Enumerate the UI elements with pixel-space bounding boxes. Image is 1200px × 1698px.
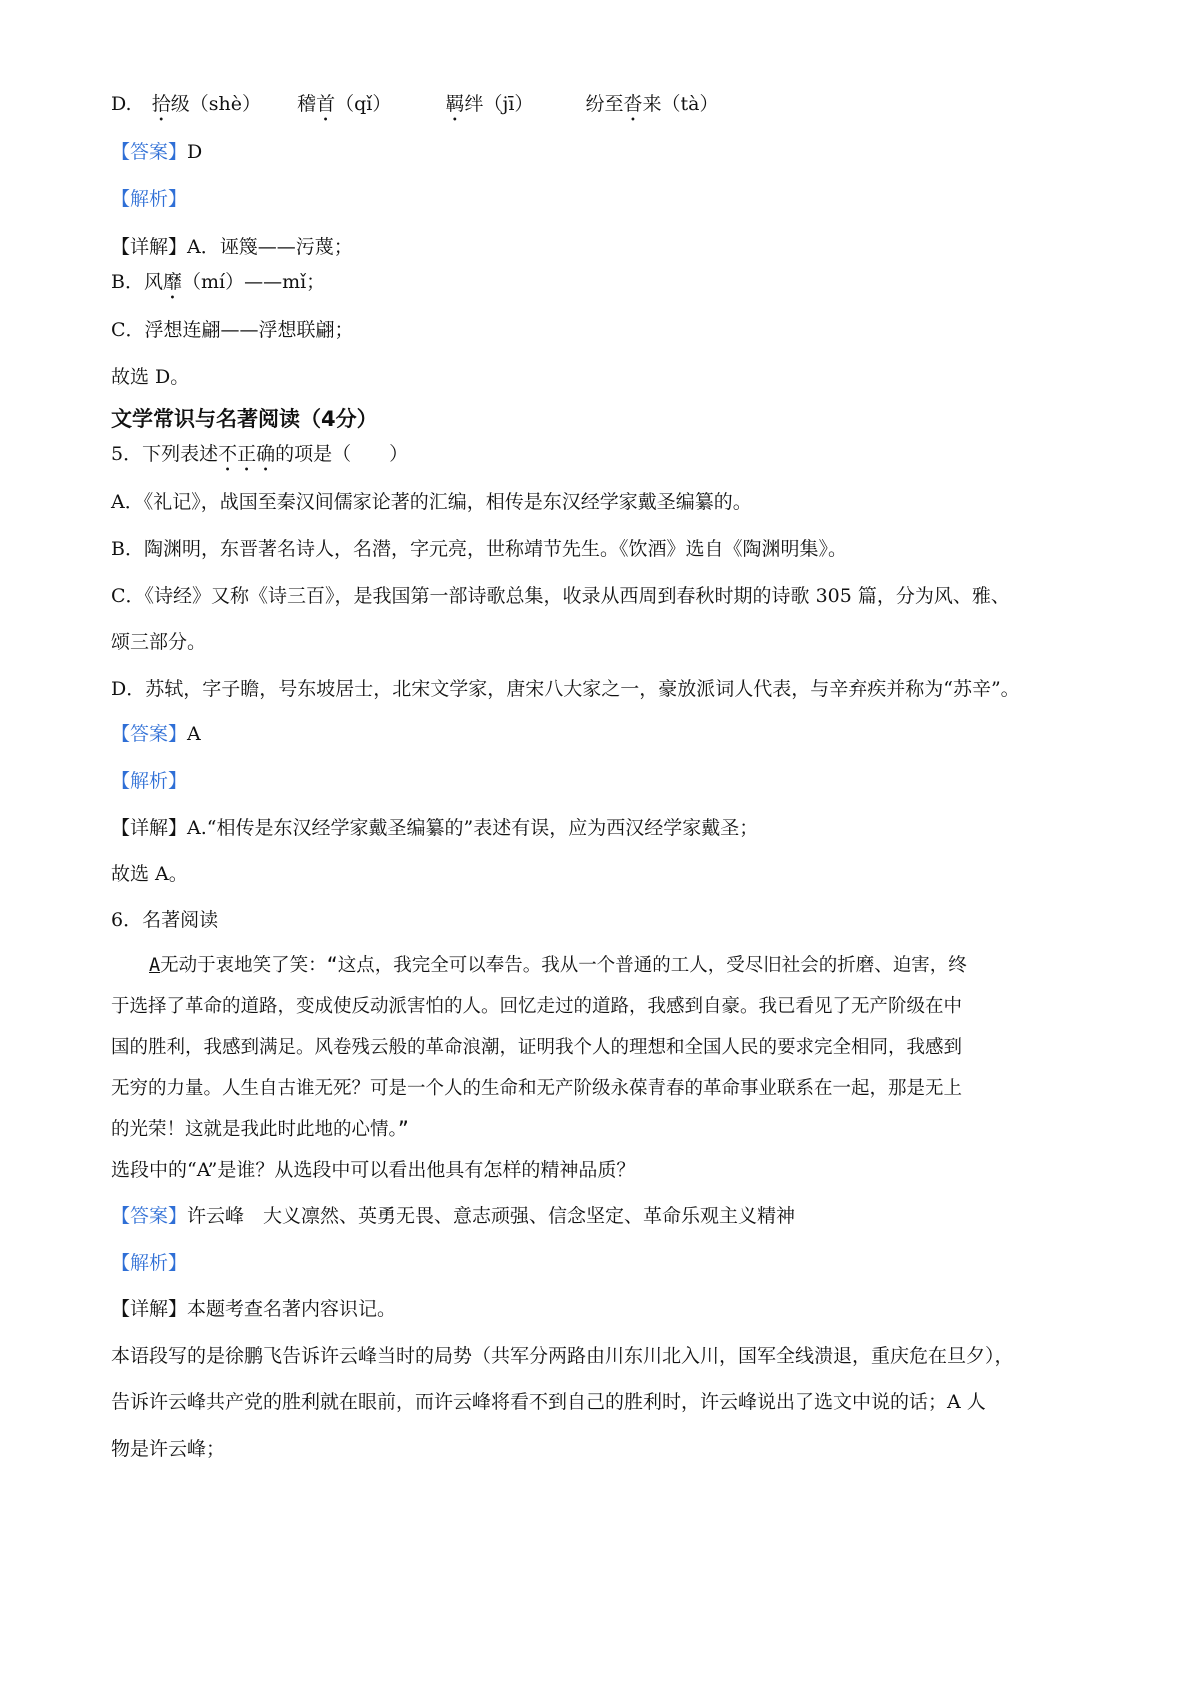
q6-passage-line4: 无穷的力量。人生自古谁无死？可是一个人的生命和无产阶级永葆青春的革命事业联系在一起，那是无上 <box>111 1078 963 1099</box>
answer-tag: 【答案】 <box>111 1205 188 1227</box>
q6-question: 选段中的“A”是谁？从选段中可以看出他具有怎样的精神品质？ <box>111 1159 636 1181</box>
q6-passage-line5: 的光荣！这就是我此时此地的心情。” <box>111 1119 409 1140</box>
analysis-tag: 【解析】 <box>111 188 188 210</box>
q4-answer <box>111 138 202 166</box>
q5-option-a: A．《礼记》，战国至秦汉间儒家论著的汇编，相传是东汉经学家戴圣编纂的。 <box>111 491 752 513</box>
section-title: 文学常识与名著阅读（4分） <box>111 407 378 431</box>
detail-text: 本题考查名著内容识记。 <box>187 1298 397 1320</box>
q6-answer <box>111 1202 795 1230</box>
option-label: D. <box>111 93 132 115</box>
detail-tag: 【详解】 <box>111 236 188 258</box>
q6-explain-line3: 物是许云峰； <box>111 1438 226 1460</box>
q5-analysis <box>111 767 187 795</box>
q5-option-d: D．苏轼，字子瞻，号东坡居士，北宋文学家，唐宋八大家之一，豪放派词人代表，与辛弃疾并称为“苏辛”。 <box>111 678 1020 700</box>
q6-title: 6．名著阅读 <box>111 909 219 931</box>
answer-tag: 【答案】 <box>111 723 188 745</box>
q4-detail-c: C．浮想连翩——浮想联翩； <box>111 319 354 341</box>
q6-detail <box>111 1295 396 1323</box>
q4-detail-a <box>111 233 353 261</box>
q5-answer <box>111 720 201 748</box>
word-4: 纷至沓来（tà） <box>585 93 719 115</box>
q5-option-b: B．陶渊明，东晋著名诗人，名潜，字元亮，世称靖节先生。《饮酒》选自《陶渊明集》。 <box>111 538 847 560</box>
q6-passage-line2: 于选择了革命的道路，变成使反动派害怕的人。回忆走过的道路，我感到自豪。我已看见了无产阶级在中 <box>111 996 963 1017</box>
q6-explain-line1: 本语段写的是徐鹏飞告诉许云峰当时的局势（共军分两路由川东川北入川，国军全线溃退，重庆危在旦夕）， <box>111 1345 1014 1367</box>
q5-stem: 5．下列表述不正确的项是（ ） <box>111 443 409 465</box>
q5-option-c-line1: C．《诗经》又称《诗三百》，是我国第一部诗歌总集，收录从西周到春秋时期的诗歌 305 篇，分为风、雅、 <box>111 585 1010 607</box>
word-2: 稽首（qǐ） <box>297 93 392 115</box>
q6-explain-line2: 告诉许云峰共产党的胜利就在眼前，而许云峰将看不到自己的胜利时，许云峰说出了选文中说的话；A 人 <box>111 1391 986 1413</box>
passage-marker: A <box>149 955 161 976</box>
q6-passage-line1: A无动于衷地笑了笑：“这点，我完全可以奉告。我从一个普通的工人，受尽旧社会的折磨、迫害，终 <box>149 955 967 976</box>
answer-value: 许云峰 大义凛然、英勇无畏、意志顽强、信念坚定、革命乐观主义精神 <box>187 1205 796 1227</box>
q4-detail-b: B．风靡（mí）——mǐ； <box>111 271 326 293</box>
q4-analysis <box>111 185 187 213</box>
answer-value: A <box>187 723 201 745</box>
q6-analysis <box>111 1249 187 1277</box>
q4-option-d <box>111 90 719 126</box>
word-3: 羁绊（jī） <box>445 93 534 115</box>
q5-detail <box>111 814 758 842</box>
detail-text: A.“相传是东汉经学家戴圣编纂的”表述有误，应为西汉经学家戴圣； <box>187 817 759 839</box>
answer-tag: 【答案】 <box>111 141 188 163</box>
analysis-tag: 【解析】 <box>111 1252 188 1274</box>
detail-tag: 【详解】 <box>111 817 188 839</box>
detail-text: A．诬篾——污蔑； <box>187 236 353 258</box>
q5-conclusion: 故选 A。 <box>111 863 188 885</box>
answer-value: D <box>187 141 203 163</box>
analysis-tag: 【解析】 <box>111 770 188 792</box>
q4-conclusion: 故选 D。 <box>111 366 190 388</box>
detail-tag: 【详解】 <box>111 1298 188 1320</box>
q5-option-c-line2: 颂三部分。 <box>111 631 207 653</box>
q6-passage-line3: 国的胜利，我感到满足。风卷残云般的革命浪潮，证明我个人的理想和全国人民的要求完全相同，我感到 <box>111 1037 963 1058</box>
word-1: 拾级（shè） <box>151 93 261 115</box>
